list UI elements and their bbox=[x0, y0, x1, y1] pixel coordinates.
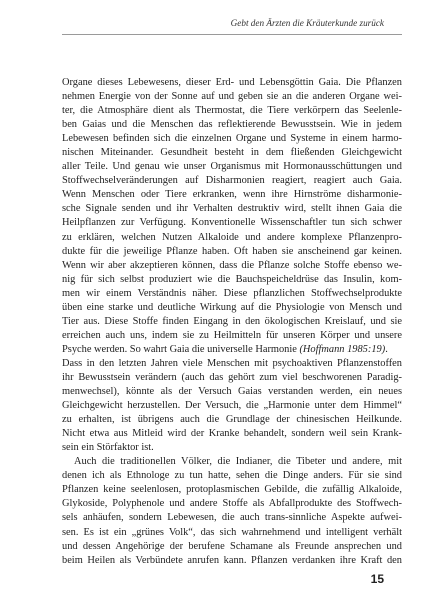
text-line: ter, die Atmosphäre dient als Thermostat, die Tiere verkörpern das Seelenle- bbox=[62, 105, 402, 117]
text-line: aller Teile. Und genau wie unser Organismus mit Hormonausschüttungen und bbox=[62, 161, 402, 173]
text-line: Glykoside, Polyphenole und andere Stoffe als Abfallprodukte des Stoffwech- bbox=[62, 498, 402, 510]
text-line: nig für sich selbst produziert wie die Bauchspeicheldrüse das Insulin, kom- bbox=[62, 273, 402, 285]
text-line: Pflanzen keine seelenlosen, protoplasmischen Gebilde, die zufällig Alkaloide, bbox=[62, 484, 402, 496]
text-line: Organe dieses Lebewesens, dieser Erd- und Lebensgöttin Gaia. Die Pflanzen bbox=[62, 77, 402, 88]
text-line: zu erhalten, ist übrigens auch die Grundlage der chinesischen Heilkunde. bbox=[62, 414, 402, 426]
text-line: sels anhäufen, sondern Lebewesen, die auch trans-sinnliche Aspekte aufwei- bbox=[62, 512, 402, 524]
text-line: Wenn wir aber akzeptieren können, dass die Pflanze solche Stoffe ebenso we- bbox=[62, 259, 402, 271]
body-text bbox=[62, 76, 402, 568]
text-line: Heilpflanzen zur Verfügung. Konventionelle Wissenschaftler tun sich schwer bbox=[62, 217, 402, 229]
text-line: Gleichgewicht herzustellen. Der Versuch, die „Harmonie unter dem Himmel“ bbox=[62, 400, 402, 412]
text-line: menwechsel), könnte als der Versuch Gaias verstanden werden, ein neues bbox=[62, 386, 402, 398]
text-line: sein ein Störfaktor ist. bbox=[62, 442, 154, 454]
text-line: und dessen Angehörige der berufene Schamane als Freunde ansprechen und bbox=[62, 540, 402, 552]
running-header: Gebt den Ärzten die Kräuterkunde zurück bbox=[230, 18, 384, 28]
citation-tail: . bbox=[385, 343, 388, 355]
citation: (Hoffmann 1985:19) bbox=[299, 343, 386, 355]
text-line: Stoffwechselveränderungen auf Disharmonien reagiert, reagiert auch Gaia. bbox=[62, 175, 402, 187]
text-line: nehmen Energie von der Sonne auf und geben sie an die anderen Organe wei- bbox=[62, 91, 402, 103]
text-line: ihr Bewusstsein verändern (auch das gehört zum viel beschworenen Paradig- bbox=[62, 371, 402, 383]
text-line-start: Psyche werden. So wahrt Gaia die universelle Harmonie bbox=[62, 343, 300, 355]
text-line: Nicht etwa aus Mitleid wird der Kranke behandelt, sondern weil sein Krank- bbox=[62, 428, 402, 440]
text-line: men wir einem Verständnis näher. Diese pflanzlichen Stoffwechselprodukte bbox=[62, 287, 402, 299]
text-line: Tier aus. Diese Stoffe finden Eingang in den ökologischen Kreislauf, und sie bbox=[62, 315, 402, 327]
text-line: Lebewesen befinden sich die einzelnen Organe und Systeme in einem harmo- bbox=[62, 133, 402, 145]
text-line: erreichen auch uns, indem sie zu Heilmitteln für unseren Körper und unsere bbox=[62, 329, 402, 341]
text-line: Wenn Menschen oder Tiere erkranken, wenn ihre Hirnströme disharmonie- bbox=[62, 189, 402, 201]
text-line: sche Signale senden und ihr Verhalten destruktiv wird, stellt ihnen Gaia die bbox=[62, 203, 402, 215]
text-line: Auch die traditionellen Völker, die Indianer, die Tibeter und andere, mit bbox=[74, 456, 402, 468]
text-line: beim Heilen als Verbündete anrufen kann. Pflanzen verdanken ihre Kraft den bbox=[62, 554, 402, 566]
text-line: zu erklären, welchen Nutzen Alkaloide und andere komplexe Pflanzenpro- bbox=[62, 231, 402, 243]
text-line: Dass in den letzten Jahren viele Menschen mit psychoaktiven Pflanzenstoffen bbox=[62, 357, 402, 369]
text-line: üben eine starke und deutliche Wirkung auf die Physiologie von Mensch und bbox=[62, 301, 402, 313]
text-line: nischen Miteinander. Gesundheit besteht in dem fließenden Gleichgewicht bbox=[62, 147, 402, 159]
text-line: ben Gaias und die Menschen das reflektierende Bewusstsein. Wie in jedem bbox=[62, 119, 402, 131]
text-line-with-citation bbox=[62, 343, 402, 357]
page-number: 15 bbox=[370, 572, 384, 586]
text-line: dukte für die jeweilige Pflanze haben. Oft haben sie anscheinend gar keinen. bbox=[62, 245, 402, 257]
text-line: sen. Es ist ein „grünes Volk“, das sich wahrnehmend und intelligent verhält bbox=[62, 526, 402, 538]
text-line: denen ich als Ethnologe zu tun hatte, sehen die Dinge anders. Für sie sind bbox=[62, 470, 402, 482]
header-rule bbox=[62, 34, 402, 35]
